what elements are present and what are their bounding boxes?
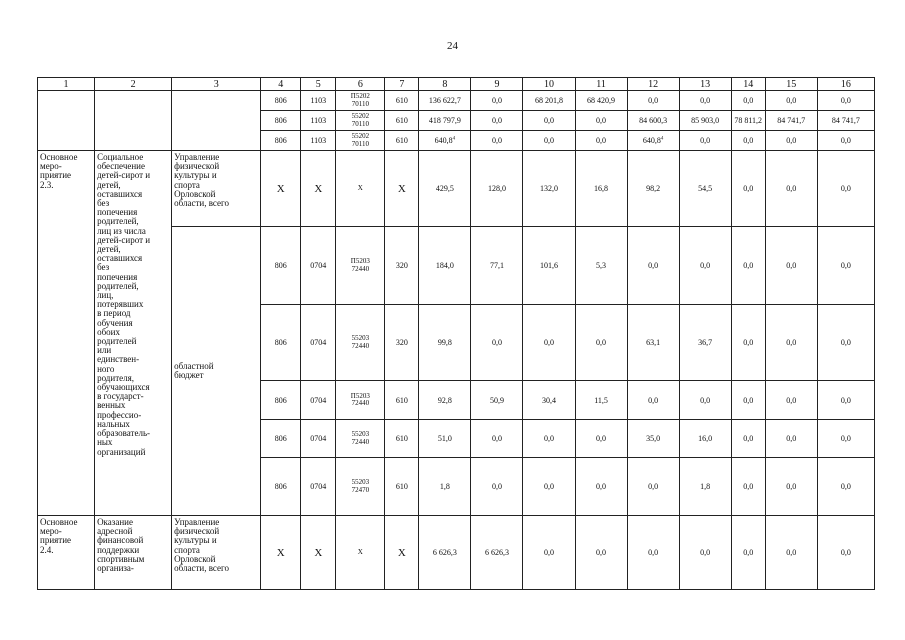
cell-col-9: 77,1 [471,227,523,305]
cell-col-10: 0,0 [523,305,575,381]
column-header-14: 14 [731,78,765,91]
cell-col-10: 30,4 [523,381,575,420]
cell-col-9: 0,0 [471,305,523,381]
column-header-15: 15 [765,78,817,91]
cell-col-11: 0,0 [575,420,627,458]
cell-col-8: 184,0 [419,227,471,305]
table-row [38,516,875,590]
cell-col-12: 84 600,3 [627,111,679,131]
cell-col-5: 1103 [301,131,336,151]
cell-col-13: 16,0 [679,420,731,458]
cell-col-6: П5203 72440 [336,227,385,305]
executor-total: Управление физической культуры и спорта Орловской области, всего [172,516,261,590]
cell-col-15: 0,0 [765,91,817,111]
cell-col-9: 0,0 [471,131,523,151]
cell-col-6: X [336,516,385,590]
cell-col-9: 50,9 [471,381,523,420]
column-header-13: 13 [679,78,731,91]
cell-col-12: 0,0 [627,516,679,590]
cell-col-10: 0,0 [523,111,575,131]
column-header-9: 9 [471,78,523,91]
cell-col-4: 806 [261,111,301,131]
cell-col-14: 0,0 [731,516,765,590]
cell-col-15: 0,0 [765,151,817,227]
budget-table [37,77,875,590]
cell-col-5: X [301,516,336,590]
cell-col-4: 806 [261,305,301,381]
cell-col-4: 806 [261,91,301,111]
column-header-8: 8 [419,78,471,91]
cell-col-13: 36,7 [679,305,731,381]
cell-col-16: 0,0 [817,91,874,111]
cell-col-13: 54,5 [679,151,731,227]
cell-col-15: 0,0 [765,516,817,590]
cell-col-15: 0,0 [765,458,817,516]
table-row [38,151,875,227]
cell-col-6: 55203 72440 [336,305,385,381]
measure-description: Социальное обеспечение детей-сирот и детей, оставшихся без попечения родителей, лиц из числа детей-сирот и детей, оставшихся без попечения родителей, лиц, потерявших в период обучения обоих родителей или единствен- ного родителя, обучающихся в государст- венных профессио- нальных образователь- ных организаций [95,151,172,516]
cell-col-6: 55203 72470 [336,458,385,516]
cell-col-13: 0,0 [679,131,731,151]
cell-col-7: 320 [385,227,419,305]
cell-col-10: 132,0 [523,151,575,227]
cell-col-7: X [385,151,419,227]
cell-col-11: 0,0 [575,131,627,151]
cell-col-13: 85 903,0 [679,111,731,131]
measure-number: Основное меро- приятие 2.3. [38,151,95,516]
cell-col-12: 63,1 [627,305,679,381]
cell-col-13: 0,0 [679,381,731,420]
cell-col-14: 0,0 [731,227,765,305]
cell-col-13: 0,0 [679,91,731,111]
cell-col-8: 92,8 [419,381,471,420]
cell-col-10: 68 201,8 [523,91,575,111]
cell-col-5: 0704 [301,305,336,381]
measure-description: Оказание адресной финансовой поддержки спортивным организа- [95,516,172,590]
cell-col-15: 0,0 [765,227,817,305]
cell-col-12: 640,8$^4$ [627,131,679,151]
cell-col-5: 0704 [301,458,336,516]
page-number: 24 [447,40,458,52]
cell-col-11: 68 420,9 [575,91,627,111]
column-header-1: 1 [38,78,95,91]
cell-col-10: 101,6 [523,227,575,305]
column-header-4: 4 [261,78,301,91]
cell-col-4: X [261,516,301,590]
cell-col-14: 0,0 [731,305,765,381]
cell-col-12: 98,2 [627,151,679,227]
cell-col-5: 0704 [301,420,336,458]
cell-col-16: 84 741,7 [817,111,874,131]
cell-col-15: 0,0 [765,131,817,151]
cell-col-11: 16,8 [575,151,627,227]
cell-col-6: П5203 72440 [336,381,385,420]
cell-col-9: 0,0 [471,91,523,111]
footnote-marker: 4 [452,136,456,142]
footnote-marker: 4 [660,136,664,142]
column-header-2: 2 [95,78,172,91]
cell-col-12: 0,0 [627,381,679,420]
cell-col-8: 136 622,7 [419,91,471,111]
cell-col-15: 0,0 [765,381,817,420]
cell-col-8: 429,5 [419,151,471,227]
cell-col-8: 99,8 [419,305,471,381]
cell-col-9: 0,0 [471,111,523,131]
cell-col-4: 806 [261,381,301,420]
cell-col-7: 610 [385,131,419,151]
cell-col-7: 610 [385,91,419,111]
cell-col-4: X [261,151,301,227]
cell-col-8: 6 626,3 [419,516,471,590]
empty-cell-col-2 [95,91,172,151]
column-header-5: 5 [301,78,336,91]
cell-col-15: 0,0 [765,305,817,381]
cell-col-5: X [301,151,336,227]
cell-col-14: 78 811,2 [731,111,765,131]
cell-col-8: 1,8 [419,458,471,516]
cell-col-13: 0,0 [679,227,731,305]
column-header-16: 16 [817,78,874,91]
column-header-3: 3 [172,78,261,91]
cell-col-11: 11,5 [575,381,627,420]
column-number-row [38,78,875,91]
cell-col-8: 51,0 [419,420,471,458]
cell-col-14: 0,0 [731,420,765,458]
cell-col-9: 0,0 [471,420,523,458]
table-row [38,91,875,111]
cell-col-12: 0,0 [627,227,679,305]
cell-col-4: 806 [261,458,301,516]
column-header-12: 12 [627,78,679,91]
column-header-11: 11 [575,78,627,91]
cell-col-16: 0,0 [817,516,874,590]
cell-col-7: 610 [385,420,419,458]
cell-col-12: 0,0 [627,91,679,111]
cell-col-4: 806 [261,131,301,151]
cell-col-5: 0704 [301,227,336,305]
cell-col-4: 806 [261,420,301,458]
cell-col-15: 0,0 [765,420,817,458]
cell-col-5: 1103 [301,111,336,131]
cell-col-7: X [385,516,419,590]
cell-col-14: 0,0 [731,91,765,111]
cell-col-5: 0704 [301,381,336,420]
cell-col-16: 0,0 [817,131,874,151]
funding-source: областной бюджет [172,227,261,516]
cell-col-8: 640,8$^4$ [419,131,471,151]
cell-col-16: 0,0 [817,151,874,227]
executor-total: Управление физической культуры и спорта Орловской области, всего [172,151,261,227]
cell-col-9: 128,0 [471,151,523,227]
cell-col-16: 0,0 [817,381,874,420]
cell-col-13: 0,0 [679,516,731,590]
cell-col-14: 0,0 [731,131,765,151]
empty-cell-col-3 [172,91,261,151]
cell-col-10: 0,0 [523,131,575,151]
column-header-10: 10 [523,78,575,91]
cell-col-7: 610 [385,381,419,420]
cell-col-10: 0,0 [523,420,575,458]
cell-col-9: 0,0 [471,458,523,516]
cell-col-10: 0,0 [523,516,575,590]
cell-col-5: 1103 [301,91,336,111]
cell-col-7: 320 [385,305,419,381]
cell-col-11: 0,0 [575,458,627,516]
cell-col-6: 55202 70110 [336,111,385,131]
cell-col-6: 55202 70110 [336,131,385,151]
cell-col-16: 0,0 [817,458,874,516]
cell-col-7: 610 [385,458,419,516]
cell-col-14: 0,0 [731,151,765,227]
measure-number: Основное меро- приятие 2.4. [38,516,95,590]
cell-col-13: 1,8 [679,458,731,516]
cell-col-16: 0,0 [817,305,874,381]
cell-col-4: 806 [261,227,301,305]
cell-col-12: 35,0 [627,420,679,458]
cell-col-16: 0,0 [817,227,874,305]
cell-col-16: 0,0 [817,420,874,458]
cell-col-11: 0,0 [575,305,627,381]
cell-col-11: 0,0 [575,111,627,131]
cell-col-7: 610 [385,111,419,131]
column-header-7: 7 [385,78,419,91]
empty-cell-col-1 [38,91,95,151]
cell-col-8: 418 797,9 [419,111,471,131]
cell-col-14: 0,0 [731,381,765,420]
cell-col-10: 0,0 [523,458,575,516]
cell-col-11: 5,3 [575,227,627,305]
cell-col-11: 0,0 [575,516,627,590]
cell-col-6: X [336,151,385,227]
cell-col-6: П5202 70110 [336,91,385,111]
cell-col-6: 55203 72440 [336,420,385,458]
column-header-6: 6 [336,78,385,91]
cell-col-15: 84 741,7 [765,111,817,131]
cell-col-9: 6 626,3 [471,516,523,590]
cell-col-12: 0,0 [627,458,679,516]
cell-col-14: 0,0 [731,458,765,516]
